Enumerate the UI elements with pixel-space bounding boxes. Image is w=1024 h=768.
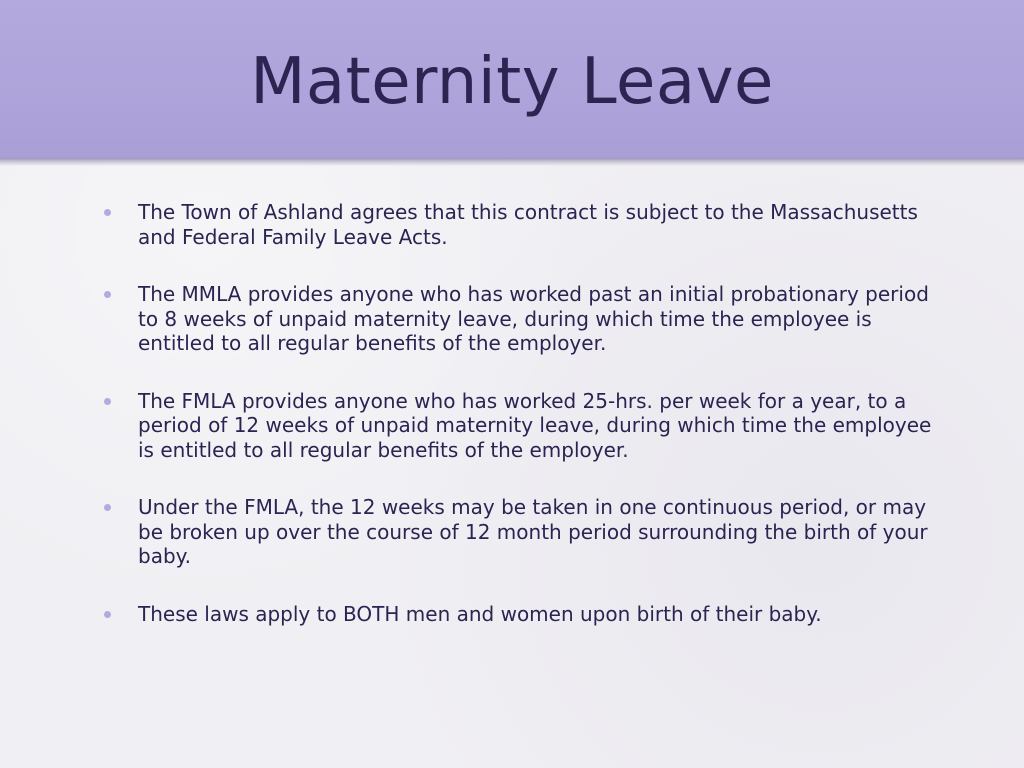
bullet-item bbox=[104, 200, 934, 249]
bullet-text: The FMLA provides anyone who has worked 25-hrs. per week for a year, to a period of 12 weeks of unpaid maternity leave, during which time the employee is entitled to all regular benefits of the employer. bbox=[138, 388, 932, 462]
bullet-text: Under the FMLA, the 12 weeks may be taken in one continuous period, or may be broken up over the course of 12 month period surrounding the birth of your baby. bbox=[138, 495, 928, 568]
title-band-edge bbox=[0, 158, 1024, 166]
bullet-item bbox=[104, 495, 934, 569]
bullet-dot-icon bbox=[104, 611, 111, 618]
bullet-text: The MMLA provides anyone who has worked past an initial probationary period to 8 weeks of unpaid maternity leave, during which time the employee is entitled to all regular benefits of the employer. bbox=[138, 282, 929, 355]
bullet-text: These laws apply to BOTH men and women upon birth of their baby. bbox=[138, 601, 822, 626]
bullet-text: The Town of Ashland agrees that this contract is subject to the Massachusetts and Federal Family Leave Acts. bbox=[138, 200, 918, 249]
bullet-item bbox=[104, 282, 934, 356]
bullet-list bbox=[104, 200, 934, 659]
bullet-item bbox=[104, 389, 934, 463]
bullet-dot-icon bbox=[104, 504, 111, 511]
bullet-dot-icon bbox=[104, 209, 111, 216]
bullet-dot-icon bbox=[104, 291, 111, 298]
slide-title: Maternity Leave bbox=[250, 45, 774, 119]
bullet-dot-icon bbox=[104, 398, 111, 405]
bullet-item bbox=[104, 602, 934, 627]
